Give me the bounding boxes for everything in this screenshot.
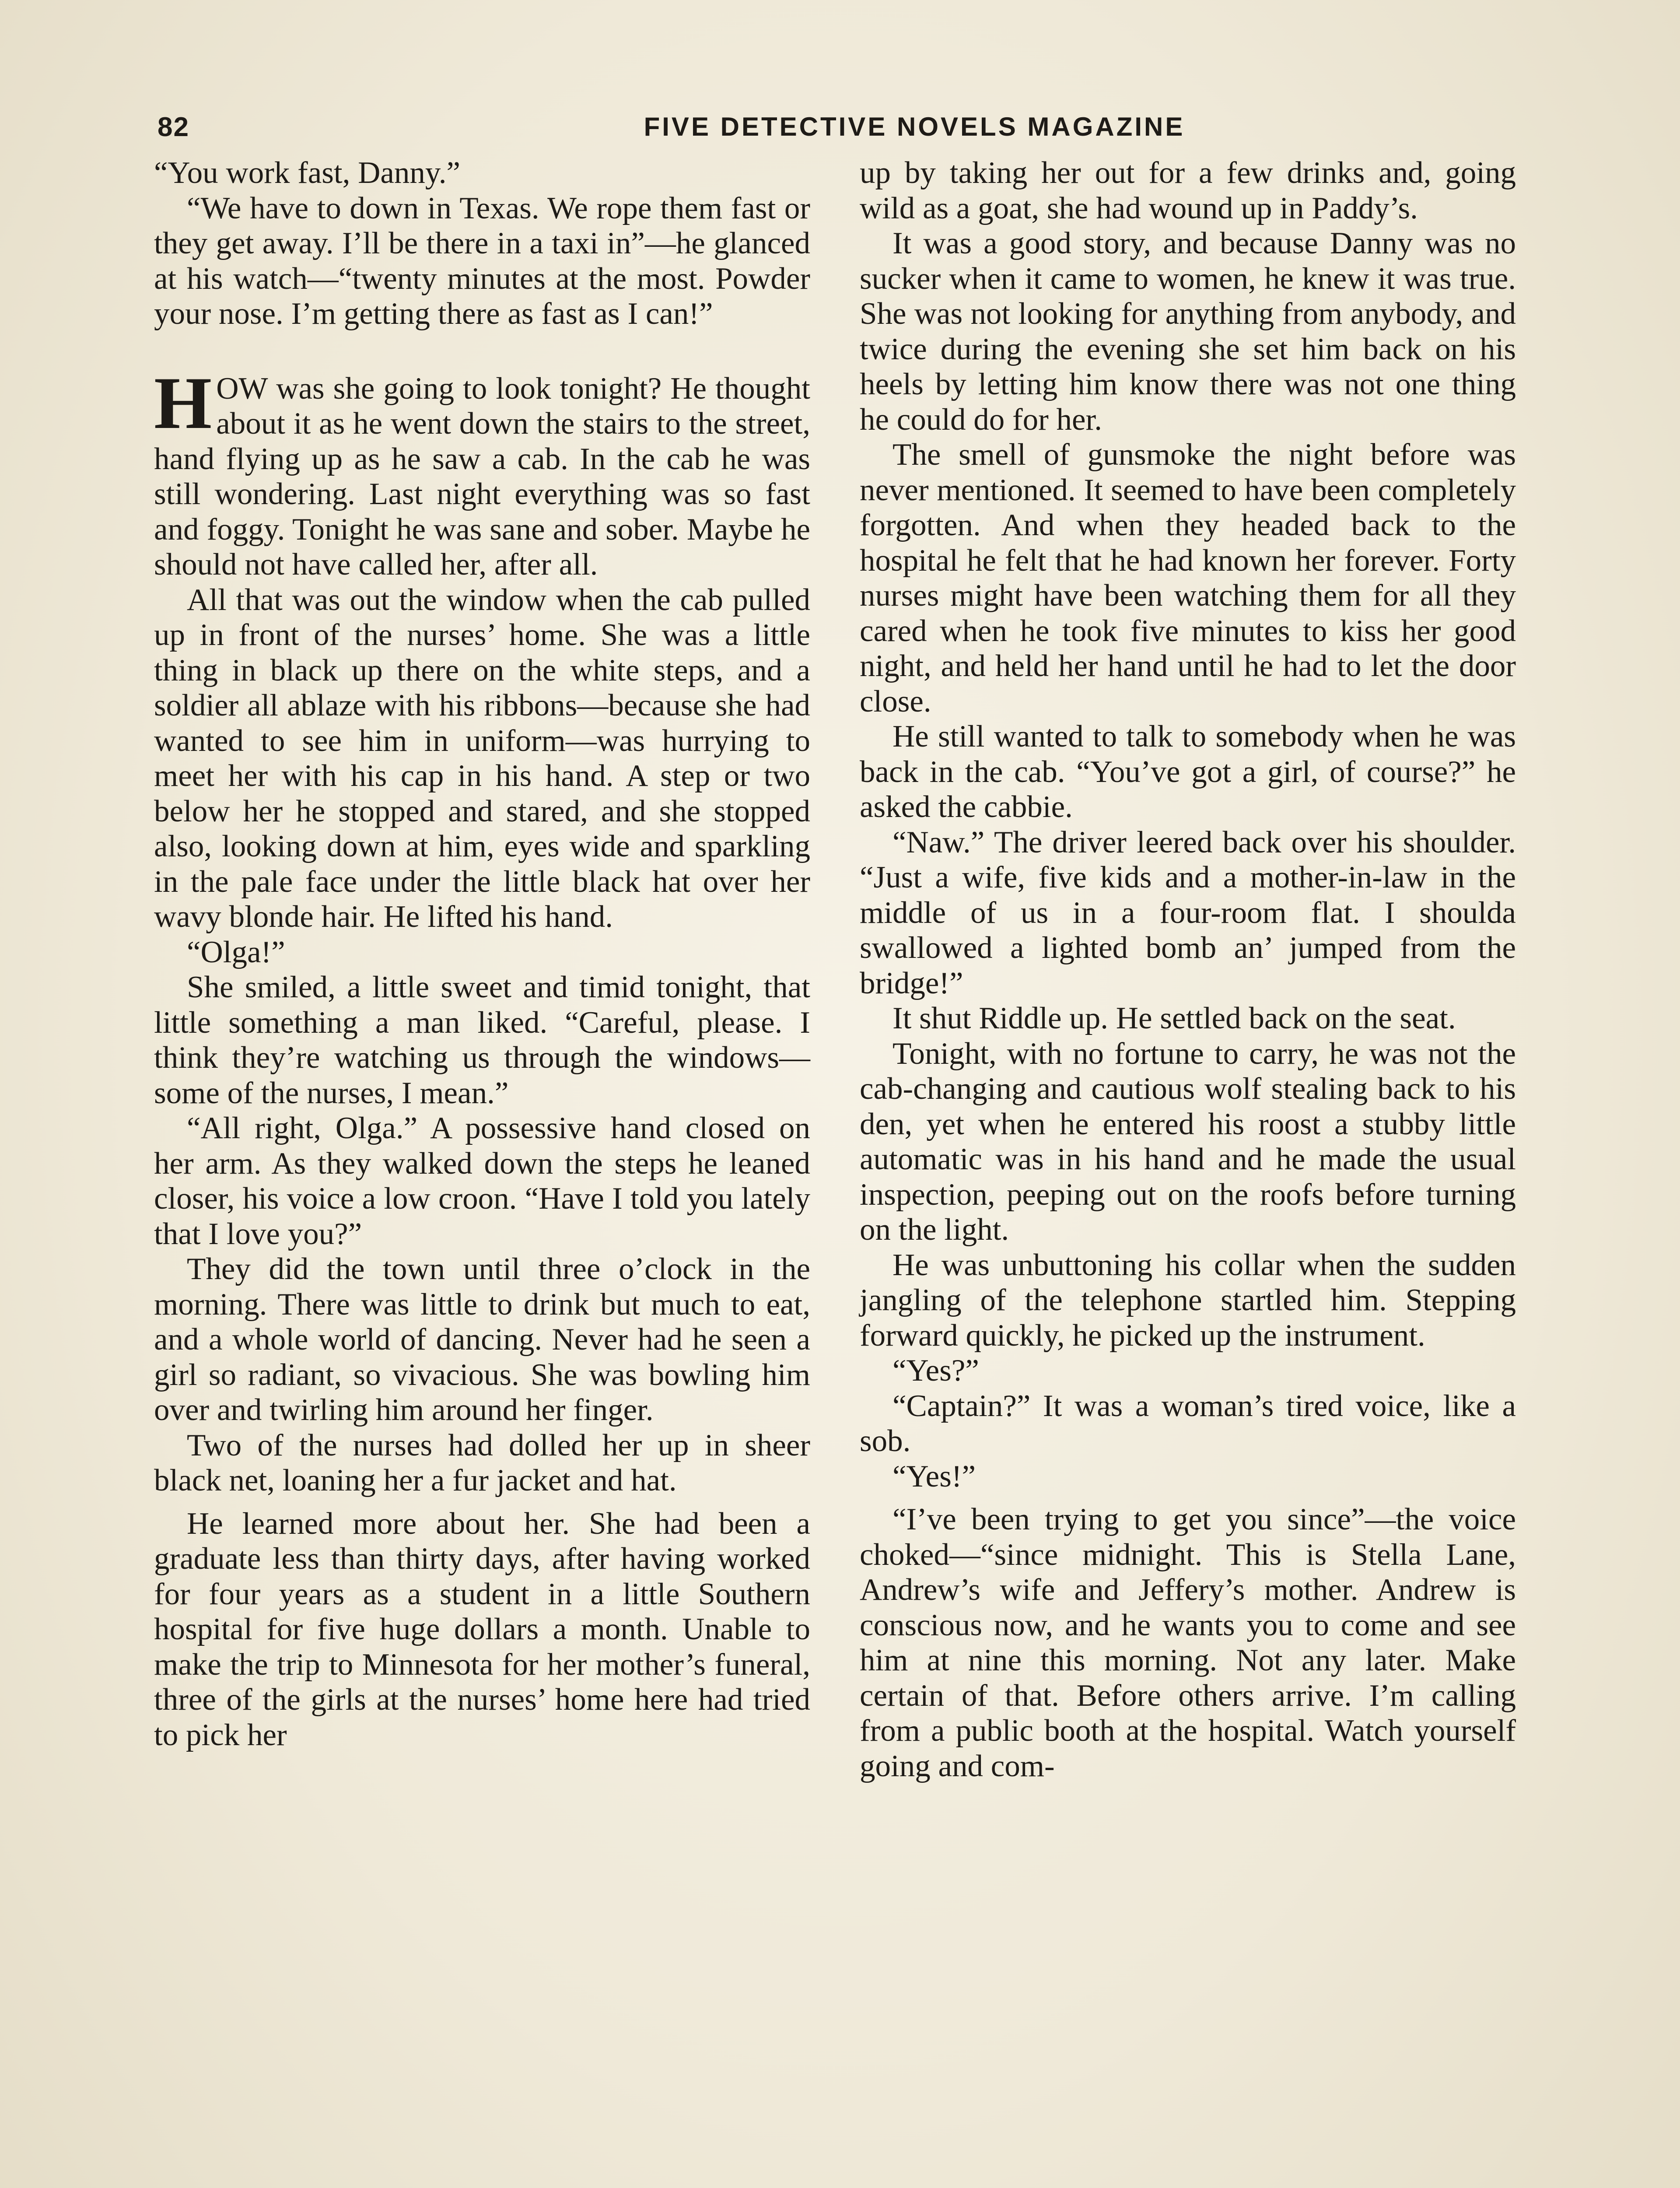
paragraph: “I’ve been trying to get you since”—the voice choked—“since midnight. This is Stella Lane, Andrew’s wife and Jeffery’s mother. Andrew is conscious now, and he wants you to come and see him at nine this morning. Not any later. Make certain of that. Before others arrive. I’m calling from a public booth at the hospital. Watch yourself going and com- <box>860 1502 1516 1783</box>
paragraph: “Yes?” <box>892 1353 979 1388</box>
left-column <box>154 155 810 1753</box>
paragraph: “Olga!” <box>187 935 285 969</box>
paragraph: It was a good story, and because Danny was no sucker when it came to women, he knew it was true. She was not looking for anything from anybody, and twice during the evening she set him back on his heels by letting him know there was not one thing he could do for her. <box>860 226 1516 437</box>
section-opening <box>154 361 810 582</box>
paragraph: “You work fast, Danny.” <box>154 156 461 190</box>
paragraph: He learned more about her. She had been a graduate less than thirty days, after having worked for four years as a student in a little Southern hospital for five huge dollars a month. Unable to make the trip to Minnesota for her mother’s funeral, three of the girls at the nurses’ home here had tried to pick her <box>154 1506 810 1752</box>
paragraph: “Yes!” <box>892 1459 976 1494</box>
paragraph: Two of the nurses had dolled her up in sheer black net, loaning her a fur jacket and hat. <box>154 1428 810 1497</box>
paragraph: “All right, Olga.” A possessive hand closed on her arm. As they walked down the steps he leaned closer, his voice a low croon. “Have I told you lately that I love you?” <box>154 1111 810 1251</box>
paragraph: He still wanted to talk to somebody when he was back in the cab. “You’ve got a girl, of course?” he asked the cabbie. <box>860 719 1516 824</box>
paragraph: up by taking her out for a few drinks and, going wild as a goat, she had wound up in Paddy’s. <box>860 156 1516 225</box>
paragraph: “Captain?” It was a woman’s tired voice, like a sob. <box>860 1389 1516 1458</box>
drop-cap-rest: OW was she going to look tonight? <box>216 371 662 406</box>
paragraph: The smell of gunsmoke the night before was never mentioned. It seemed to have been completely forgotten. And when they headed back to the hospital he felt that he had known her forever. Forty nurses might have been watching them for all they cared when he took five minutes to kiss her good night, and held her hand until he had to let the door close. <box>860 438 1516 719</box>
paragraph: “We have to down in Texas. We rope them fast or they get away. I’ll be there in a taxi in”—he glanced at his watch—“twenty minutes at the most. Powder your nose. I’m getting there as fast as I can!” <box>154 191 810 331</box>
paragraph-text: He thought about it as he went down the stairs to the street, hand flying up as he saw a cab. In the cab he was still wondering. Last night everything was so fast and foggy. Tonight he was sane and sober. Maybe he should not have called her, after all. <box>154 371 810 582</box>
drop-cap: H <box>154 361 212 444</box>
running-head: FIVE DETECTIVE NOVELS MAGAZINE <box>644 112 1185 141</box>
paragraph: They did the town until three o’clock in the morning. There was little to drink but much to eat, and a whole world of dancing. Never had he seen a girl so radiant, so vivacious. She was bowling him over and twirling him around her finger. <box>154 1252 810 1427</box>
paragraph: She smiled, a little sweet and timid tonight, that little something a man liked. “Careful, please. I think they’re watching us through the windows—some of the nurses, I mean.” <box>154 970 810 1110</box>
paragraph: All that was out the window when the cab pulled up in front of the nurses’ home. She was a little thing in black up there on the white steps, and a soldier all ablaze with his ribbons—because she had wanted to see him in uniform—was hurrying to meet her with his cap in his hand. A step or two below her he stopped and stared, and she stopped also, looking down at him, eyes wide and sparkling in the pale face under the little black hat over her wavy blonde hair. He lifted his hand. <box>154 582 810 934</box>
paragraph: “Naw.” The driver leered back over his shoulder. “Just a wife, five kids and a mother-in-law in the middle of us in a four-room flat. I shoulda swallowed a lighted bomb an’ jumped from the bridge!” <box>860 825 1516 1000</box>
page-number: 82 <box>158 112 189 142</box>
paragraph: Tonight, with no fortune to carry, he was not the cab-changing and cautious wolf stealing back to his den, yet when he entered his roost a stubby little automatic was in his hand and he made the usual inspection, peeping out on the roofs before turning on the light. <box>860 1036 1516 1247</box>
paragraph: It shut Riddle up. He settled back on the seat. <box>892 1001 1456 1035</box>
right-column <box>860 155 1516 1784</box>
paragraph: He was unbuttoning his collar when the sudden jangling of the telephone startled him. Stepping forward quickly, he picked up the instrument. <box>860 1248 1516 1353</box>
